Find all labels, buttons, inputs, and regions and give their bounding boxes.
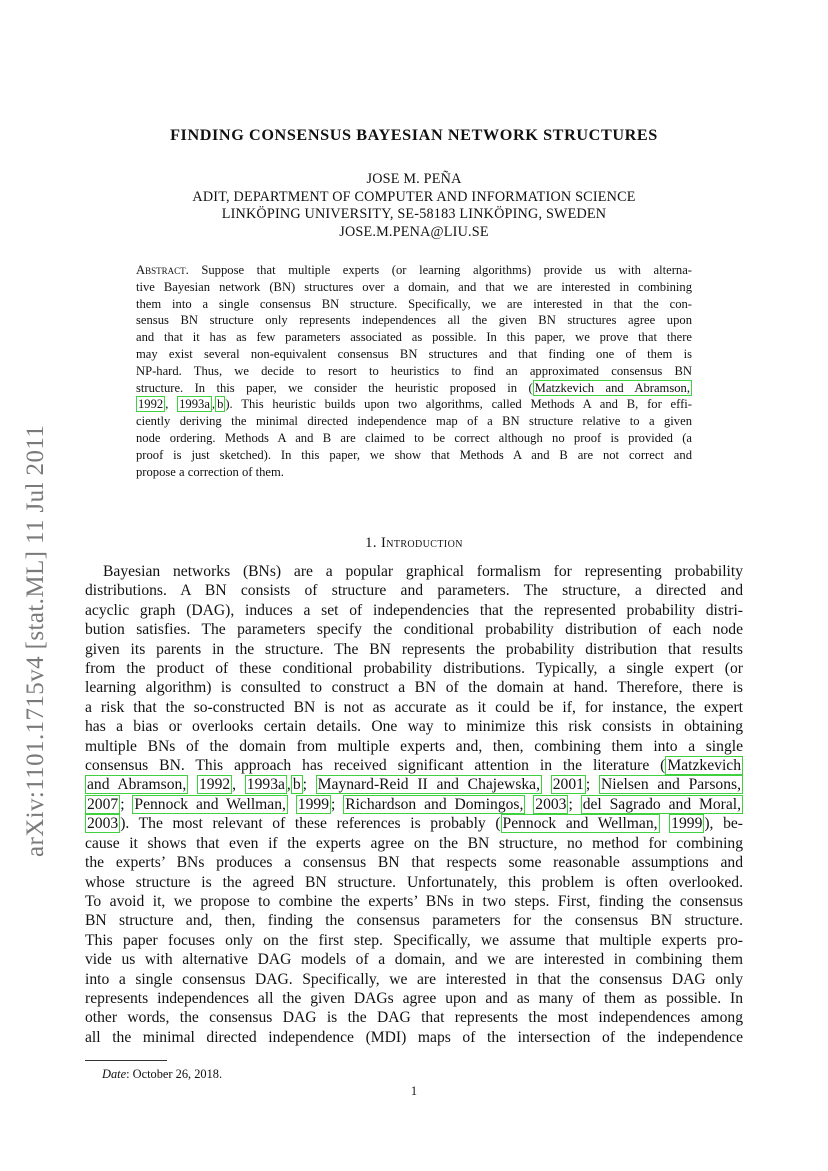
citation-link[interactable]: b: [292, 776, 301, 794]
citation-link[interactable]: 1992: [138, 397, 164, 412]
section-title: Introduction: [380, 535, 463, 551]
citation-link[interactable]: b: [217, 397, 224, 412]
citation-link[interactable]: 2007: [87, 795, 119, 813]
citation-link[interactable]: 1993a: [179, 397, 210, 412]
body-line: multiple BNs of the domain from multiple experts and, then, combining them into a single: [85, 737, 743, 755]
footnote-text: : October 26, 2018.: [126, 1067, 223, 1081]
citation-link[interactable]: Richardson and Domingos,: [345, 795, 524, 813]
body-line: bution satisfies. The parameters specify the conditional probability distribution of each node: [85, 621, 743, 639]
body-line: from the product of these conditional probability distributions. Typically, a single expert (or: [85, 660, 743, 678]
author-name: JOSE M. PEÑA: [366, 171, 462, 187]
footnote-label: Date: [102, 1067, 127, 1081]
body-line: given its parents in the structure. The BN represents the probability distribution that results: [85, 640, 743, 658]
abstract-label: Abstract.: [136, 263, 189, 277]
citation-link[interactable]: Pennock and Wellman,: [502, 815, 658, 833]
citation-link[interactable]: Maynard-Reid II and Chajewska,: [317, 776, 540, 794]
body-line: Bayesian networks (BNs) are a popular graphical formalism for representing probability: [103, 563, 743, 580]
body-line: a risk that the so-constructed BN is not as accurate as it could be if, for instance, the expert: [85, 698, 743, 716]
abstract-line: proof is just sketched). In this paper, we show that Methods A and B are not correct and: [136, 447, 692, 462]
citation-link[interactable]: 1993a: [246, 776, 285, 794]
abstract-line: and that it has as few parameters associated as possible. In this paper, we prove that there: [136, 330, 692, 345]
citation-link[interactable]: 1999: [671, 815, 703, 833]
abstract: Abstract. Suppose that multiple experts (or learning algorithms) provide us with alterna- tive Bayesian network (BN) structures over a domain, and that we are interested in combining them into a single consensus BN structure. Specifically, we are interested in that the con- sensus BN structure only represents independences all the given BN structures agree upon and that it has as few parameters associated as possible. In this paper, we prove that there may exist several non-equivalent consensus BN structures and that finding one of them is NP-hard. Thus, we decide to resort to heuristics to find an approximated consensus BN structure. In this paper, we consider the heuristic proposed in ( Matzkevich and Abramson, 1992 , 1993a , b ). This heuristic builds upon two algorithms, called Methods A and B, for effi- ciently deriving the minimal directed independence map of a BN structure relative to a given node ordering. Methods A and B are claimed to be correct although no proof is provided (a proof is just sketched). In this paper, we show that Methods A and B are not correct and propose a correction of them.: [136, 263, 693, 479]
footnote: [102, 1067, 222, 1082]
abstract-line: them into a single consensus BN structure. Specifically, we are interested in that the con-: [136, 296, 692, 311]
abstract-line: propose a correction of them.: [136, 464, 284, 479]
abstract-line: sensus BN structure only represents independences all the given BN structures agree upon: [136, 313, 692, 328]
citation-link[interactable]: 2003: [535, 795, 567, 813]
body-line: the experts’ BNs produces a consensus BN that respects some reasonable assumptions and: [85, 854, 743, 872]
section-heading: [0, 535, 828, 552]
affiliation-department: ADIT, DEPARTMENT OF COMPUTER AND INFORMATION SCIENCE: [192, 188, 636, 205]
abstract-line: structure. In this paper, we consider the heuristic proposed in (: [136, 380, 533, 395]
abstract-line: NP-hard. Thus, we decide to resort to heuristics to find an approximated consensus BN: [136, 363, 692, 378]
footnote-rule: [85, 1060, 167, 1061]
body-text: Bayesian networks (BNs) are a popular graphical formalism for representing probability distributions. A BN consists of structure and parameters. The structure, a directed and acyclic graph (DAG), induces a set of independencies that the represented probability distri- bution satisfies. The parameters specify the conditional probability distribution of each node given its parents in the structure. The BN represents the probability distribution that results from the product of these conditional probability distributions. Typically, a single expert (or learning algorithm) is consulted to construct a BN of the domain at hand. Therefore, there is a risk that the so-constructed BN is not as accurate as it could be if, for instance, the expert has a bias or overlooks certain details. One way to minimize this risk consists in obtaining multiple BNs of the domain from multiple experts and, then, combining them into a single consensus BN. This approach has received significant attention in the literature ( Matzkevich and Abramson, 1992 , 1993a , b ; Maynard-Reid II and Chajewska, 2001 ; Nielsen and Parsons, 2007 ; Pennock and Wellman, 1999 ; Richardson and Domingos, 2003 ; del Sagrado and Moral, 2003 ). The most relevant of these references is probably ( Pennock and Wellman, 1999 ), be- cause it shows that even if the experts agree on the BN structure, no method for combining the experts’ BNs produces a consensus BN that respects some reasonable assumptions and whose structure is the agreed BN structure. Unfortunately, this problem is often overlooked. To avoid it, we propose to combine the experts’ BNs in two steps. First, finding the consensus BN structure and, then, finding the consensus parameters for the consensus BN structure. This paper focuses only on the first step. Specifically, we assume that multiple experts pro- vide us with alternative DAG models of a domain, and we are interested in combining them into a single consensus DAG. Specifically, we are interested in that the consensus DAG only represents independences all the given DAGs agree upon and as many of them as possible. In other words, the consensus DAG is the DAG that represents the most independences among all the minimal directed independence (MDI) maps of the intersection of the independence: [85, 563, 743, 1046]
section-number: 1.: [365, 535, 377, 551]
body-line: has a bias or overlooks certain details. One way to minimize this risk consists in obtaining: [85, 718, 743, 736]
body-line: all the minimal directed independence (MDI) maps of the intersection of the independence: [85, 1028, 743, 1046]
page-number: 1: [410, 1084, 418, 1098]
body-line: This paper focuses only on the first step. Specifically, we assume that multiple experts pro-: [85, 931, 743, 949]
abstract-line: Suppose that multiple experts (or learning algorithms) provide us with alterna-: [188, 263, 692, 277]
body-line: BN structure and, then, finding the consensus parameters for the consensus BN structure.: [85, 912, 743, 930]
abstract-line: tive Bayesian network (BN) structures over a domain, and that we are interested in combining: [136, 279, 692, 294]
abstract-line: may exist several non-equivalent consensus BN structures and that finding one of them is: [136, 346, 692, 361]
arxiv-stamp[interactable]: arXiv:1101.1715v4 [stat.ML] 11 Jul 2011: [22, 424, 49, 857]
body-line: vide us with alternative DAG models of a domain, and we are interested in combining them: [85, 951, 743, 969]
citation-link[interactable]: Matzkevich: [667, 757, 741, 775]
paper-title: FINDING CONSENSUS BAYESIAN NETWORK STRUCTURES: [170, 126, 658, 144]
body-line: represents independences all the given DAGs agree upon and as many of them as possible. In: [85, 989, 743, 1007]
citation-link[interactable]: del Sagrado and Moral,: [582, 795, 741, 813]
citation-link[interactable]: Pennock and Wellman,: [134, 795, 286, 813]
body-line: whose structure is the agreed BN structure. Unfortunately, this problem is often overlooked.: [85, 873, 743, 891]
body-line: ). The most relevant of these references is probably (: [120, 815, 501, 833]
citation-link[interactable]: 1992: [198, 776, 231, 794]
citation-link[interactable]: 1999: [297, 795, 329, 813]
body-line: ), be-: [704, 815, 743, 833]
abstract-line: node ordering. Methods A and B are claimed to be correct although no proof is provided (a: [136, 430, 692, 445]
body-line: To avoid it, we propose to combine the experts’ BNs in two steps. First, finding the consensus: [85, 892, 743, 910]
body-line: into a single consensus DAG. Specifically, we are interested in that the consensus DAG only: [85, 970, 743, 988]
abstract-line: ciently deriving the minimal directed independence map of a BN structure relative to a given: [136, 414, 692, 429]
affiliation-university: LINKÖPING UNIVERSITY, SE-58183 LINKÖPING, SWEDEN: [221, 206, 607, 222]
body-line: acyclic graph (DAG), induces a set of independencies that the represented probability distri-: [85, 601, 743, 619]
body-line: consensus BN. This approach has received significant attention in the literature (: [85, 757, 666, 775]
author-block: [0, 171, 828, 241]
citation-link[interactable]: 2001: [552, 776, 584, 794]
citation-link[interactable]: Matzkevich and Abramson,: [534, 380, 690, 395]
citation-link[interactable]: 2003: [87, 815, 119, 833]
body-line: distributions. A BN consists of structure and parameters. The structure, a directed and: [85, 582, 743, 600]
author-email: JOSE.M.PENA@LIU.SE: [339, 223, 489, 240]
citation-link[interactable]: and Abramson,: [87, 776, 187, 794]
abstract-line: ). This heuristic builds upon two algorithms, called Methods A and B, for effi-: [225, 397, 693, 412]
body-line: learning algorithm) is consulted to construct a BN of the domain at hand. Therefore, there is: [85, 679, 743, 697]
body-line: other words, the consensus DAG is the DAG that represents the most independences among: [85, 1009, 743, 1027]
citation-link[interactable]: Nielsen and Parsons,: [600, 776, 741, 794]
body-line: cause it shows that even if the experts agree on the BN structure, no method for combining: [85, 834, 743, 852]
